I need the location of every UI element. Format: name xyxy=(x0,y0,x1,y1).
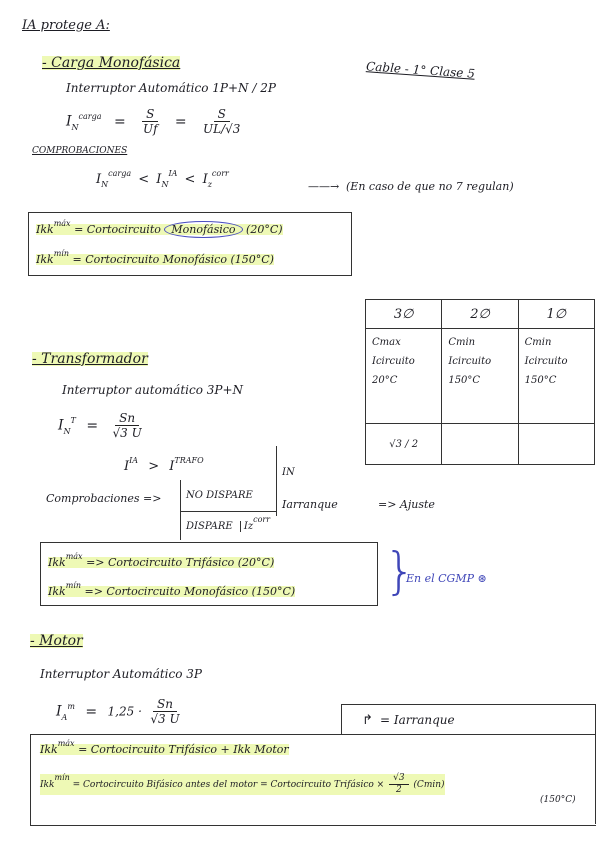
motor-iarranque: = Iarranque xyxy=(380,713,455,727)
carga-in-formula: $I_N^{carga}$ = $\frac{S}{Uf}$ = $\frac{S}{UL/√3}$ xyxy=(66,107,241,136)
table-header: 2∅ xyxy=(442,300,518,329)
page-header: IA protege A: xyxy=(22,18,110,33)
transformador-interruptor: Interruptor automático 3P+N xyxy=(62,383,244,397)
branch-divider xyxy=(180,480,181,540)
comprobaciones-label-transformador: Comprobaciones => xyxy=(46,492,162,505)
transformador-relation: $I^{IA} > I^{TRAFO}$ xyxy=(124,456,204,474)
ajuste-label: => Ajuste xyxy=(378,498,435,511)
fraction-s-ul: $\frac{S}{UL/√3}$ xyxy=(203,107,241,136)
transformador-in-formula: $I_N^T$ = $\frac{Sn}{√3 U}$ xyxy=(58,411,142,440)
cable-note: Cable - 1° Clase 5 xyxy=(365,59,476,81)
table-cell xyxy=(366,424,442,465)
carga-interruptor: Interruptor Automático 1P+N / 2P xyxy=(66,81,276,95)
transformador-ikk-min: Ikk$^{mín}$ => Cortocircuito Monofásico (150°C) xyxy=(48,581,296,598)
fraction-motor-sn-u: $\frac{Sn}{√3 U}$ xyxy=(150,697,180,726)
carga-condition: $I_N^{carga} < I_N^{IA} < I_z^{corr}$ xyxy=(96,169,229,189)
branch-separator xyxy=(180,511,276,512)
motor-ikk-min: Ikkmín = Cortocircuito Bifásico antes del motor = Cortocircuito Trifásico × $\frac{√3}{2}$ (Cmin) xyxy=(40,773,445,795)
in-right-label: IN xyxy=(282,467,295,478)
condition-arrow: ——→ xyxy=(308,180,340,193)
table-cell: Cmax Icircuito 20°C xyxy=(366,329,442,424)
table-cell: Cmin Icircuito 150°C xyxy=(518,329,594,424)
monofasico-oval: Monofásico xyxy=(164,221,242,238)
en-cgmp-note: En el CGMP ⊛ xyxy=(406,572,487,585)
carga-ikk-min: Ikk$^{mín}$ = Cortocircuito Monofásico (150°C) xyxy=(36,249,274,266)
carga-ikk-max: Ikk$^{máx}$ = Cortocircuito Monofásico (20°C) xyxy=(36,219,283,236)
table-header: 3∅ xyxy=(366,300,442,329)
table-cell: Cmin Icircuito 150°C xyxy=(442,329,518,424)
comprobaciones-label: COMPROBACIONES xyxy=(32,146,128,156)
section-title-transformador: - Transformador xyxy=(32,351,148,367)
motor-interruptor: Interruptor Automático 3P xyxy=(40,667,202,681)
condition-note: (En caso de que no 7 regulan) xyxy=(346,180,514,193)
table-cell xyxy=(442,424,518,465)
motor-bracket-top xyxy=(341,704,596,705)
sqrt3-over-2: √3 / 2 xyxy=(389,438,419,450)
branch-divider-2 xyxy=(276,446,277,516)
arrow-icon: ↱ xyxy=(362,713,373,728)
iarranque-label: Iarranque xyxy=(282,498,338,511)
section-title-motor: - Motor xyxy=(30,633,83,649)
motor-in-formula: $I_A^m = 1,25$ · $\frac{Sn}{√3 U}$ xyxy=(56,697,180,726)
fraction-sqrt3-2: $\frac{√3}{2}$ xyxy=(389,774,408,795)
dispare-label: DISPARE $Iz^{corr}$ xyxy=(186,515,271,532)
section-title-carga: - Carga Monofásica xyxy=(42,55,181,71)
fraction-s-uf: $\frac{S}{Uf}$ xyxy=(142,107,158,136)
transformador-ikk-max: Ikk$^{máx}$ => Cortocircuito Trifásico (20°C) xyxy=(48,552,275,569)
fraction-sn-u: $\frac{Sn}{√3 U}$ xyxy=(112,411,142,440)
motor-bracket-left xyxy=(341,704,342,734)
motor-ikk-max: Ikk$^{máx}$ = Cortocircuito Trifásico + Ikk Motor xyxy=(40,739,289,756)
table-cell xyxy=(518,424,594,465)
c-factor-table xyxy=(365,299,595,465)
table-header: 1∅ xyxy=(518,300,594,329)
motor-ikk-min-temp: (150°C) xyxy=(540,795,576,805)
no-dispare-label: NO DISPARE xyxy=(186,490,253,501)
brace-icon: } xyxy=(384,542,416,600)
